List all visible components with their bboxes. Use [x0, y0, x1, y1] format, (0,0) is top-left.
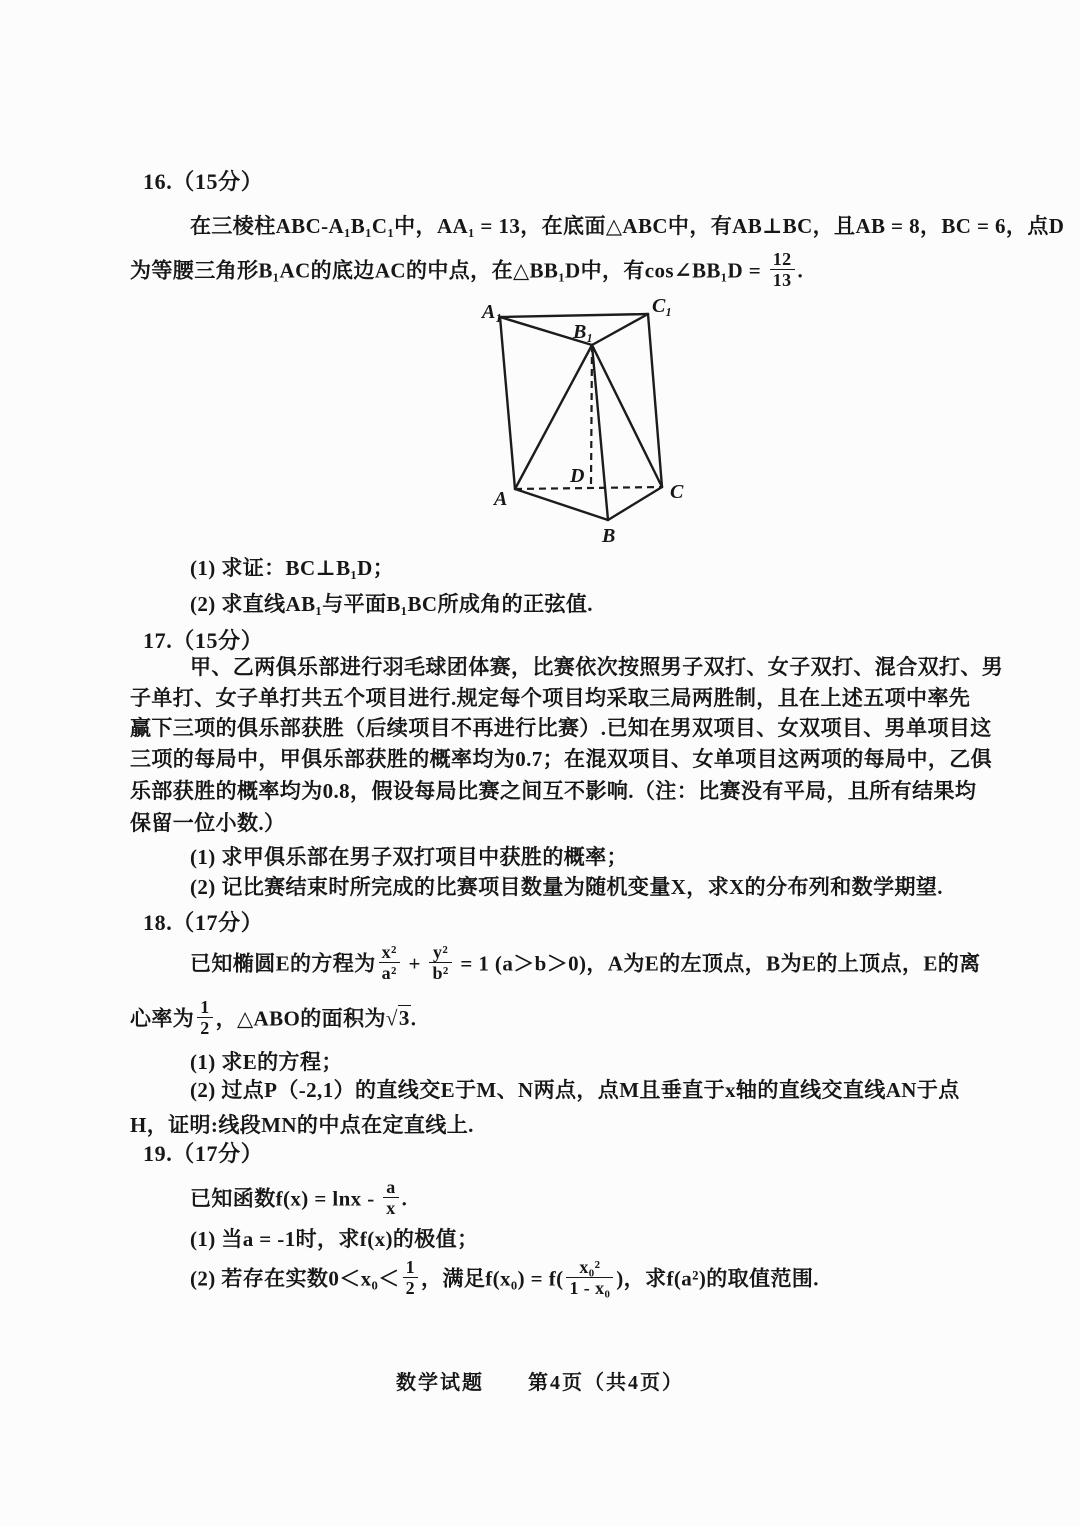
problem-17-body-line-6: 保留一位小数.） — [130, 811, 286, 835]
problem-16-question-2: (2) 求直线AB₁与平面B₁BC所成角的正弦值. — [190, 592, 593, 616]
problem-17-body-line-2: 子单打、女子单打共五个项目进行.规定每个项目均采取三局两胜制，且在上述五项中率先 — [130, 686, 971, 710]
problem-17-number: 17.（15分） — [143, 628, 264, 653]
fraction: $\frac{\text{x²}}{\text{a²}}$ — [379, 942, 400, 983]
problem-18-body-line-2: 心率为 $\frac{1}{2}$ ，△ABO的面积为√3. — [130, 997, 417, 1039]
fraction: $\frac{\text{y²}}{\text{b²}}$ — [429, 942, 451, 983]
problem-17-body-line-4: 三项的每局中，甲俱乐部获胜的概率均为0.7；在混双项目、女单项目这两项的每局中，乙俱 — [130, 747, 993, 771]
problem-19-question-1: (1) 当a = -1时，求f(x)的极值； — [190, 1227, 479, 1251]
vertex-label-b1: B₁ — [573, 321, 594, 343]
problem-17-body-line-3: 赢下三项的俱乐部获胜（后续项目不再进行比赛）.已知在男双项目、女双项目、男单项目这 — [130, 716, 992, 740]
vertex-label-d: D — [570, 465, 585, 487]
vertex-label-b: B — [602, 525, 616, 547]
problem-18-question-2-line-1: (2) 过点P（-2,1）的直线交E于M、N两点，点M且垂直于x轴的直线交直线AN于点 — [190, 1078, 960, 1102]
vertex-label-a1: A₁ — [482, 301, 503, 323]
fraction: $\frac{1}{2}$ — [403, 1257, 418, 1298]
fraction: $\frac{a}{x}$ — [383, 1177, 398, 1218]
problem-17-question-1: (1) 求甲俱乐部在男子双打项目中获胜的概率； — [190, 845, 628, 869]
problem-16-number: 16.（15分） — [143, 169, 264, 194]
problem-16-body-line-2: 为等腰三角形B₁AC的底边AC的中点，在△BB₁D中，有cos∠BB₁D = $\frac{12}{13}$ . — [130, 249, 804, 291]
fraction: $\frac{\text{x₀²}}{\text{1 - x₀}}$ — [566, 1257, 613, 1298]
prism-diagram — [430, 292, 730, 562]
prism-figure — [430, 292, 730, 567]
problem-17-body-line-1: 甲、乙两俱乐部进行羽毛球团体赛，比赛依次按照男子双打、女子双打、混合双打、男 — [190, 655, 1004, 679]
square-root: √3 — [385, 1006, 410, 1031]
problem-18-number: 18.（17分） — [143, 910, 264, 935]
problem-19-question-2: (2) 若存在实数0＜x₀＜ $\frac{1}{2}$ ，满足f(x₀) = f( $\frac{\text{x₀²}}{\text{1 - x₀}}$ )，求f(a²)的取值范围. — [190, 1257, 819, 1299]
prism-dashed-edges — [515, 345, 662, 489]
problem-17-body-line-5: 乐部获胜的概率均为0.8，假设每局比赛之间互不影响.（注：比赛没有平局，且所有结果均 — [130, 779, 977, 803]
problem-19-body-line-1: 已知函数f(x) = lnx - $\frac{a}{x}$ . — [190, 1177, 408, 1219]
problem-17-question-2: (2) 记比赛结束时所完成的比赛项目数量为随机变量X，求X的分布列和数学期望. — [190, 875, 943, 899]
vertex-label-c1: C₁ — [652, 295, 673, 317]
problem-16-body-line-1: 在三棱柱ABC-A₁B₁C₁中，AA₁ = 13，在底面△ABC中，有AB⊥BC，且AB = 8，BC = 6，点D — [190, 214, 1065, 238]
problem-16-question-1: (1) 求证：BC⊥B₁D； — [190, 556, 395, 580]
page-footer: 数学试题 第4页（共4页） — [396, 1372, 684, 1394]
problem-18-question-2-line-2: H，证明:线段MN的中点在定直线上. — [130, 1113, 474, 1137]
fraction: $\frac{1}{2}$ — [197, 997, 212, 1038]
problem-18-body-line-1: 已知椭圆E的方程为 $\frac{\text{x²}}{\text{a²}}$ + $\frac{\text{y²}}{\text{b²}}$ = 1 (a＞b＞0)，A为E的左顶点，B为E的上顶点，E的离 — [190, 942, 981, 984]
vertex-label-c: C — [670, 481, 684, 503]
fraction: $\frac{12}{13}$ — [770, 249, 795, 290]
problem-19-number: 19.（17分） — [143, 1141, 264, 1166]
problem-18-question-1: (1) 求E的方程； — [190, 1050, 343, 1074]
vertex-label-a: A — [494, 488, 508, 510]
